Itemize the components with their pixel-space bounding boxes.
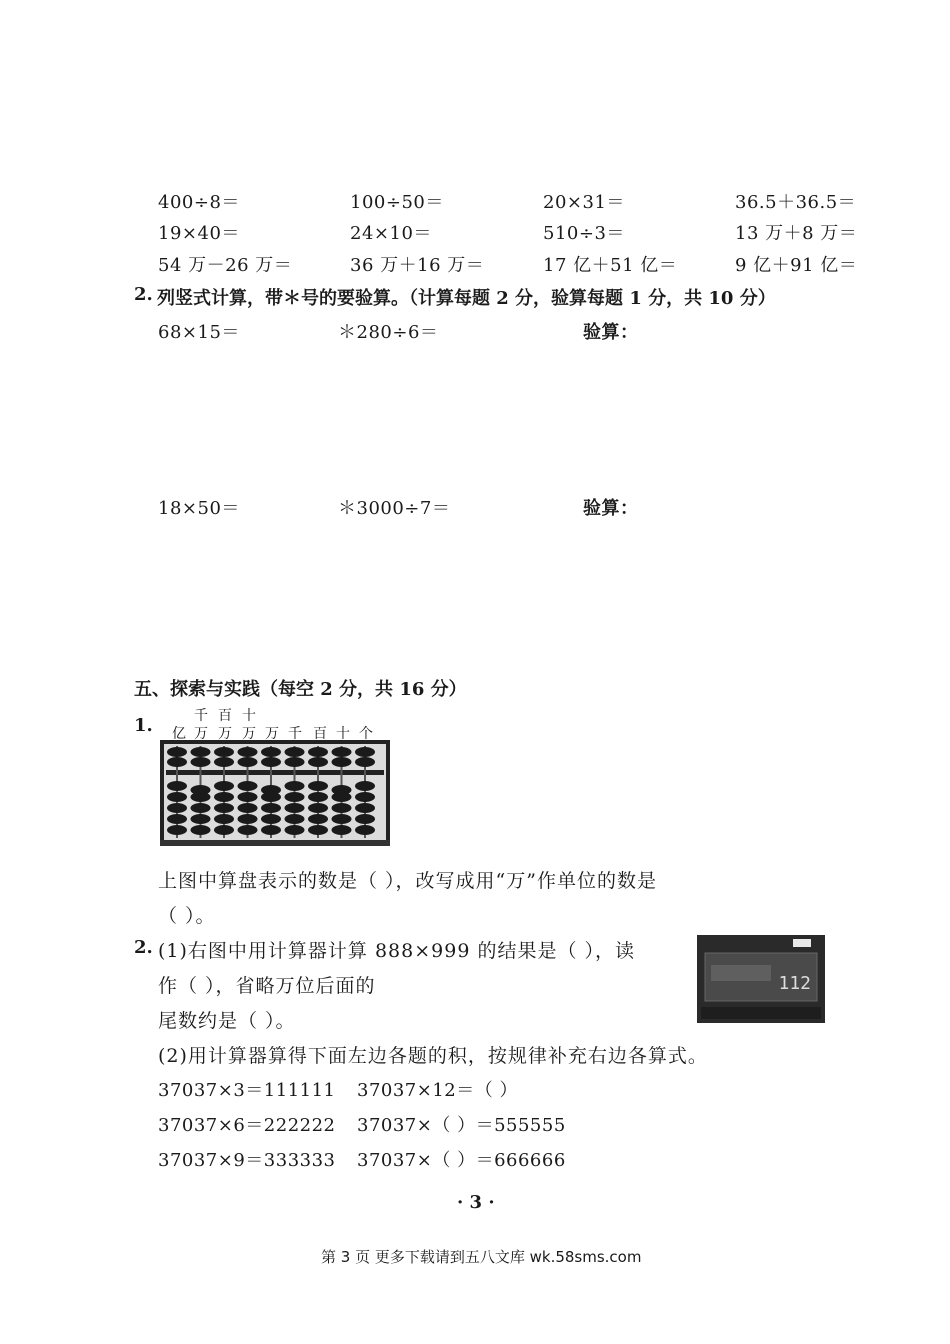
abacus-bead bbox=[238, 803, 258, 813]
equation: 24×10＝ bbox=[350, 223, 432, 244]
equation: 20×31＝ bbox=[543, 192, 625, 213]
abacus-bead bbox=[191, 757, 211, 767]
equation: 37037×（ ）＝555555 bbox=[357, 1115, 566, 1136]
check-label: 验算： bbox=[583, 498, 639, 519]
abacus-bead bbox=[214, 757, 234, 767]
question-line: （ ）。 bbox=[158, 905, 216, 927]
abacus-bead bbox=[285, 792, 305, 802]
abacus-bead bbox=[261, 757, 281, 767]
equation: 68×15＝ bbox=[158, 322, 240, 343]
equation: ＊280÷6＝ bbox=[338, 322, 439, 343]
equation: 510÷3＝ bbox=[543, 223, 625, 244]
abacus-label: 万 bbox=[194, 726, 208, 742]
abacus-bead bbox=[191, 814, 211, 824]
abacus-bead bbox=[355, 792, 375, 802]
abacus-bead bbox=[261, 803, 281, 813]
abacus-bead bbox=[285, 803, 305, 813]
abacus-label: 十 bbox=[336, 726, 350, 742]
abacus-bead bbox=[191, 803, 211, 813]
abacus-bead bbox=[285, 781, 305, 791]
abacus-bead bbox=[285, 814, 305, 824]
abacus-label: 百 bbox=[218, 708, 232, 724]
abacus-bead bbox=[191, 747, 211, 757]
abacus-bead bbox=[355, 747, 375, 757]
abacus-bead bbox=[332, 792, 352, 802]
abacus-bead bbox=[261, 792, 281, 802]
calculator-display: 112 bbox=[778, 973, 811, 994]
page-number: · 3 · bbox=[457, 1192, 495, 1213]
abacus-bead bbox=[214, 781, 234, 791]
abacus-label: 个 bbox=[359, 726, 373, 742]
equation: 13 万＋8 万＝ bbox=[735, 223, 858, 244]
abacus-label: 千 bbox=[194, 708, 208, 724]
abacus-bead bbox=[332, 747, 352, 757]
question-line: (2)用计算器算得下面左边各题的积，按规律补充右边各算式。 bbox=[158, 1045, 708, 1067]
abacus-bead bbox=[308, 792, 328, 802]
abacus-bead bbox=[308, 757, 328, 767]
equation: 9 亿＋91 亿＝ bbox=[735, 255, 858, 276]
equation: ＊3000÷7＝ bbox=[338, 498, 451, 519]
abacus-bead bbox=[214, 792, 234, 802]
abacus-bead bbox=[261, 814, 281, 824]
abacus-bead bbox=[167, 781, 187, 791]
equation: 37037×（ ）＝666666 bbox=[357, 1150, 566, 1171]
equation: 54 万－26 万＝ bbox=[158, 255, 293, 276]
abacus-bead bbox=[332, 814, 352, 824]
abacus-bead bbox=[355, 825, 375, 835]
question-title: 列竖式计算，带＊号的要验算。（计算每题 2 分，验算每题 1 分，共 10 分） bbox=[157, 288, 776, 309]
abacus-bead bbox=[308, 825, 328, 835]
question-number: 2. bbox=[134, 937, 153, 958]
question-number: 2. bbox=[134, 284, 153, 305]
abacus-label: 百 bbox=[313, 726, 327, 742]
abacus-bead bbox=[285, 757, 305, 767]
abacus-bead bbox=[355, 803, 375, 813]
abacus-bead bbox=[214, 803, 234, 813]
abacus-bead bbox=[285, 747, 305, 757]
abacus-bead bbox=[191, 792, 211, 802]
abacus-bead bbox=[308, 814, 328, 824]
abacus-label: 万 bbox=[218, 726, 232, 742]
abacus-bead bbox=[191, 825, 211, 835]
abacus-bead bbox=[261, 825, 281, 835]
abacus-bead bbox=[167, 747, 187, 757]
question-line: 作（ ），省略万位后面的 bbox=[158, 975, 376, 997]
abacus-bead bbox=[332, 757, 352, 767]
abacus-bead bbox=[214, 747, 234, 757]
abacus-label: 千 bbox=[288, 726, 302, 742]
equation: 100÷50＝ bbox=[350, 192, 444, 213]
equation: 19×40＝ bbox=[158, 223, 240, 244]
abacus-bead bbox=[285, 825, 305, 835]
abacus-bead bbox=[332, 803, 352, 813]
question-line: (1)右图中用计算器计算 888×999 的结果是（ ），读 bbox=[158, 940, 635, 962]
abacus-bead bbox=[355, 781, 375, 791]
abacus-bead bbox=[355, 757, 375, 767]
abacus-bead bbox=[167, 803, 187, 813]
check-label: 验算： bbox=[583, 322, 639, 343]
equation: 37037×3＝111111 bbox=[158, 1080, 336, 1101]
equation: 37037×6＝222222 bbox=[158, 1115, 336, 1136]
abacus-bead bbox=[167, 792, 187, 802]
equation: 17 亿＋51 亿＝ bbox=[543, 255, 678, 276]
abacus-image bbox=[160, 740, 390, 846]
question-line: 上图中算盘表示的数是（ ），改写成用“万”作单位的数是 bbox=[158, 870, 657, 892]
abacus-bead bbox=[238, 747, 258, 757]
abacus-bead bbox=[261, 747, 281, 757]
abacus-bead bbox=[238, 792, 258, 802]
abacus-bead bbox=[308, 781, 328, 791]
calculator-image bbox=[697, 935, 825, 1023]
abacus-bead bbox=[238, 781, 258, 791]
section-title: 五、探索与实践（每空 2 分，共 16 分） bbox=[134, 679, 467, 700]
abacus-bead bbox=[355, 814, 375, 824]
abacus-bead bbox=[238, 825, 258, 835]
abacus-label: 十 bbox=[242, 708, 256, 724]
equation: 18×50＝ bbox=[158, 498, 240, 519]
equation: 37037×9＝333333 bbox=[158, 1150, 336, 1171]
abacus-bead bbox=[214, 814, 234, 824]
abacus-bead bbox=[308, 803, 328, 813]
abacus-label: 万 bbox=[265, 726, 279, 742]
abacus-bead bbox=[308, 747, 328, 757]
equation: 400÷8＝ bbox=[158, 192, 240, 213]
abacus-bead bbox=[238, 757, 258, 767]
abacus-bead bbox=[332, 825, 352, 835]
abacus-label: 万 bbox=[242, 726, 256, 742]
question-number: 1. bbox=[134, 715, 153, 736]
abacus-bead bbox=[167, 825, 187, 835]
question-line: 尾数约是（ ）。 bbox=[158, 1010, 296, 1032]
abacus-label: 亿 bbox=[172, 726, 186, 742]
equation: 37037×12＝（ ） bbox=[357, 1080, 518, 1101]
abacus-bead bbox=[214, 825, 234, 835]
abacus-bead bbox=[167, 757, 187, 767]
abacus-bead bbox=[167, 814, 187, 824]
equation: 36 万＋16 万＝ bbox=[350, 255, 485, 276]
footer-text: 第 3 页 更多下载请到五八文库 wk.58sms.com bbox=[321, 1248, 642, 1266]
abacus-bead bbox=[238, 814, 258, 824]
equation: 36.5＋36.5＝ bbox=[735, 192, 857, 213]
